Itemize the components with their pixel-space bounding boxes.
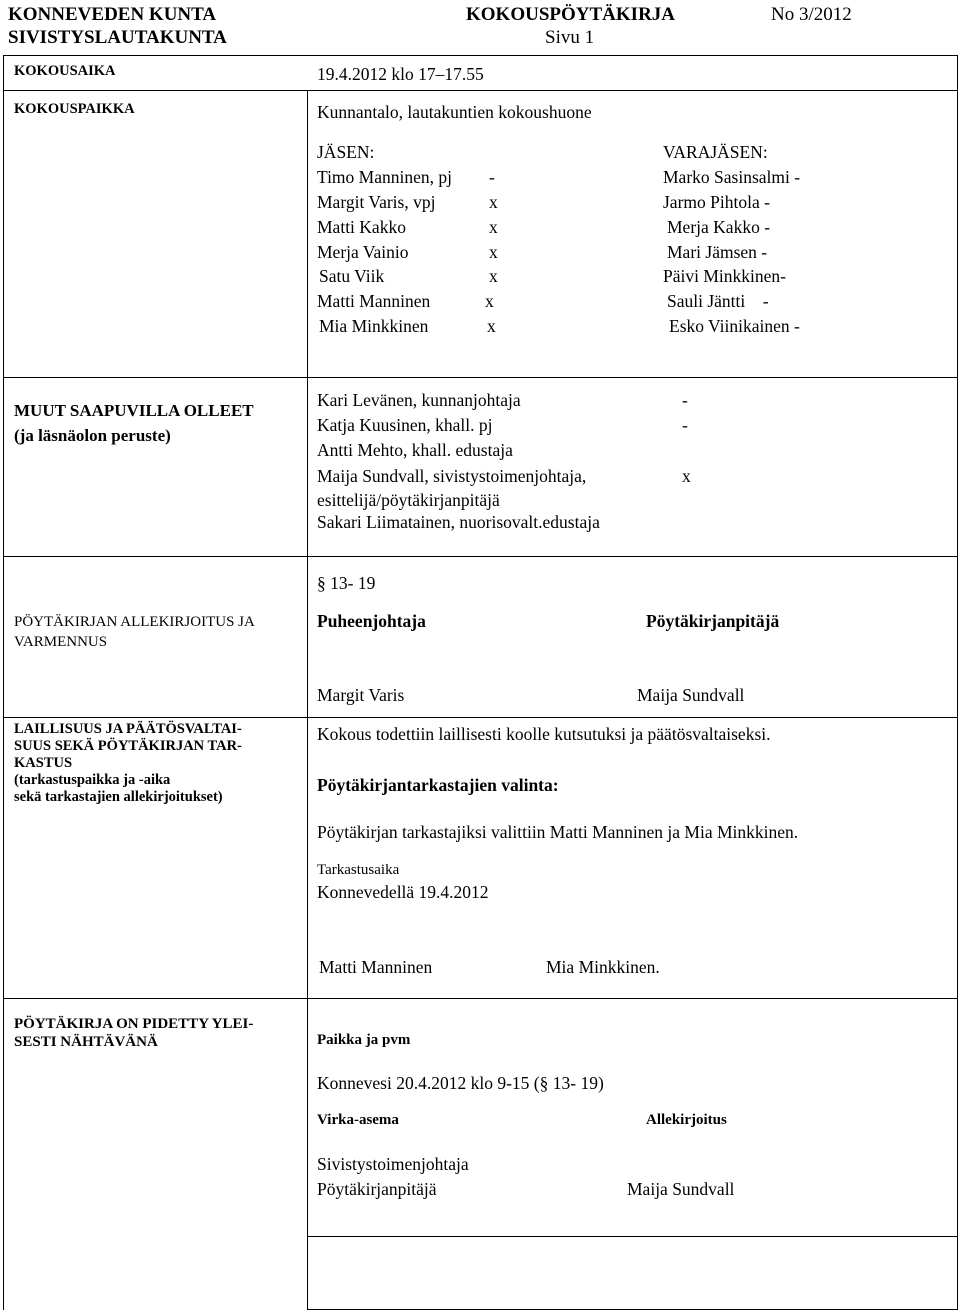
document-type: KOKOUSPÖYTÄKIRJA xyxy=(466,4,676,25)
signer-name: Maija Sundvall xyxy=(627,1179,735,1199)
deputies-header: VARAJÄSEN: xyxy=(663,142,768,162)
attendee-row xyxy=(317,388,688,413)
member-presence: x xyxy=(489,192,498,212)
meeting-place-value: Kunnantalo, lautakuntien kokoushuone xyxy=(317,102,592,122)
attendee-row xyxy=(317,438,682,463)
document-number: No 3/2012 xyxy=(771,4,852,25)
right-border xyxy=(957,55,958,1310)
page-number: Sivu 1 xyxy=(545,27,595,48)
position-line-1: Sivistystoimenjohtaja xyxy=(317,1154,469,1174)
member-name: Matti Manninen xyxy=(317,291,431,311)
deputy-name: Jarmo Pihtola xyxy=(663,192,760,212)
member-row xyxy=(317,215,770,240)
reviewer-signature-1: Matti Manninen xyxy=(319,957,433,977)
review-time-value: Konnevedellä 19.4.2012 xyxy=(317,882,489,902)
deputy-presence: - xyxy=(761,242,768,262)
chair-name: Margit Varis xyxy=(317,685,405,705)
meeting-time-label: KOKOUSAIKA xyxy=(14,63,116,79)
member-name: Mia Minkkinen xyxy=(319,316,429,336)
row-divider xyxy=(3,377,958,378)
row-divider xyxy=(3,556,958,557)
attendee-row xyxy=(317,510,682,535)
member-presence: x xyxy=(489,217,498,237)
row-divider xyxy=(3,90,958,91)
others-present-label: MUUT SAAPUVILLA OLLEET (ja läsnäolon peruste) xyxy=(14,401,254,445)
attendee-mark: - xyxy=(682,415,688,435)
row-divider xyxy=(3,55,958,56)
signatures-label: PÖYTÄKIRJAN ALLEKIRJOITUS JA VARMENNUS xyxy=(14,614,255,650)
member-presence: x xyxy=(487,316,496,336)
municipality-name: KONNEVEDEN KUNTA xyxy=(8,4,217,25)
legality-label-line: sekä tarkastajien allekirjoitukset) xyxy=(14,789,223,805)
inspector-selection-text: Pöytäkirjan tarkastajiksi valittiin Matti Manninen ja Mia Minkkinen. xyxy=(317,822,799,842)
deputy-name: Päivi Minkkinen xyxy=(663,266,781,286)
deputy-presence: - xyxy=(794,167,801,187)
member-name: Satu Viik xyxy=(319,266,385,286)
place-date-value: Konnevesi 20.4.2012 klo 9-15 (§ 13- 19) xyxy=(317,1073,604,1093)
attendee-row xyxy=(317,413,688,438)
legality-label-line: SUUS SEKÄ PÖYTÄKIRJAN TAR- xyxy=(14,738,242,754)
member-name: Matti Kakko xyxy=(317,217,406,237)
row-divider xyxy=(3,717,958,718)
row-divider xyxy=(307,1236,958,1237)
attendee-mark: x xyxy=(682,466,691,486)
attendee-name: Maija Sundvall, sivistystoimenjohtaja, xyxy=(317,466,587,486)
position-label: Virka-asema xyxy=(317,1112,399,1128)
deputy-name: Mari Jämsen xyxy=(667,242,757,262)
member-presence: x xyxy=(485,291,494,311)
deputy-presence: - xyxy=(764,217,771,237)
row-divider xyxy=(3,998,958,999)
board-name: SIVISTYSLAUTAKUNTA xyxy=(8,27,227,48)
public-display-label xyxy=(14,1015,253,1051)
legality-label-line: KASTUS xyxy=(14,755,73,771)
member-row xyxy=(319,314,800,339)
members-header: JÄSEN: xyxy=(317,142,375,162)
section-range: § 13- 19 xyxy=(317,573,376,593)
member-row xyxy=(319,264,786,289)
legality-label xyxy=(14,721,242,806)
column-divider xyxy=(307,90,308,1310)
place-date-label: Paikka ja pvm xyxy=(317,1032,411,1048)
legality-label-line: LAILLISUUS JA PÄÄTÖSVALTAI- xyxy=(14,721,242,737)
attendee-mark: - xyxy=(682,390,688,410)
left-border xyxy=(3,55,4,1310)
attendee-name: Sakari Liimatainen, nuorisovalt.edustaja xyxy=(317,512,600,532)
attendee-name: Antti Mehto, khall. edustaja xyxy=(317,440,513,460)
deputy-presence: - xyxy=(764,192,770,212)
member-name: Merja Vainio xyxy=(317,242,409,262)
legality-statement: Kokous todettiin laillisesti koolle kutsutuksi ja päätösvaltaiseksi. xyxy=(317,724,771,744)
inspector-selection-title: Pöytäkirjantarkastajien valinta: xyxy=(317,775,559,795)
attendee-name: Katja Kuusinen, khall. pj xyxy=(317,415,493,435)
member-row xyxy=(317,165,800,190)
member-name: Margit Varis, vpj xyxy=(317,192,436,212)
meeting-place-label: KOKOUSPAIKKA xyxy=(14,101,135,117)
public-display-label-line: PÖYTÄKIRJA ON PIDETTY YLEI- xyxy=(14,1016,254,1032)
deputy-presence: - xyxy=(794,316,800,336)
attendee-name: esittelijä/pöytäkirjanpitäjä xyxy=(317,490,500,510)
chair-title: Puheenjohtaja xyxy=(317,611,426,631)
deputy-presence: - xyxy=(762,291,769,311)
deputy-name: Sauli Jäntti xyxy=(667,291,746,311)
deputy-name: Merja Kakko xyxy=(667,217,760,237)
member-row xyxy=(317,190,770,215)
deputy-name: Esko Viinikainen xyxy=(669,316,790,336)
member-presence: x xyxy=(489,242,498,262)
public-display-label-line: SESTI NÄHTÄVÄNÄ xyxy=(14,1034,158,1050)
legality-label-line: (tarkastuspaikka ja -aika xyxy=(14,772,171,788)
member-presence: - xyxy=(489,167,495,187)
member-row xyxy=(317,240,767,265)
reviewer-signature-2: Mia Minkkinen. xyxy=(546,957,660,977)
deputy-presence: - xyxy=(780,266,786,286)
meeting-time-value: 19.4.2012 klo 17–17.55 xyxy=(317,64,484,84)
review-time-label: Tarkastusaika xyxy=(317,862,400,878)
member-name: Timo Manninen, pj xyxy=(317,167,452,187)
secretary-title: Pöytäkirjanpitäjä xyxy=(646,611,780,631)
attendee-row xyxy=(317,464,691,489)
row-divider xyxy=(307,1309,958,1310)
member-presence: x xyxy=(489,266,498,286)
signature-label: Allekirjoitus xyxy=(646,1112,727,1128)
member-row xyxy=(317,289,769,314)
attendee-name: Kari Levänen, kunnanjohtaja xyxy=(317,390,521,410)
deputy-name: Marko Sasinsalmi xyxy=(663,167,790,187)
position-line-2: Pöytäkirjanpitäjä xyxy=(317,1179,437,1199)
secretary-name: Maija Sundvall xyxy=(637,685,745,705)
